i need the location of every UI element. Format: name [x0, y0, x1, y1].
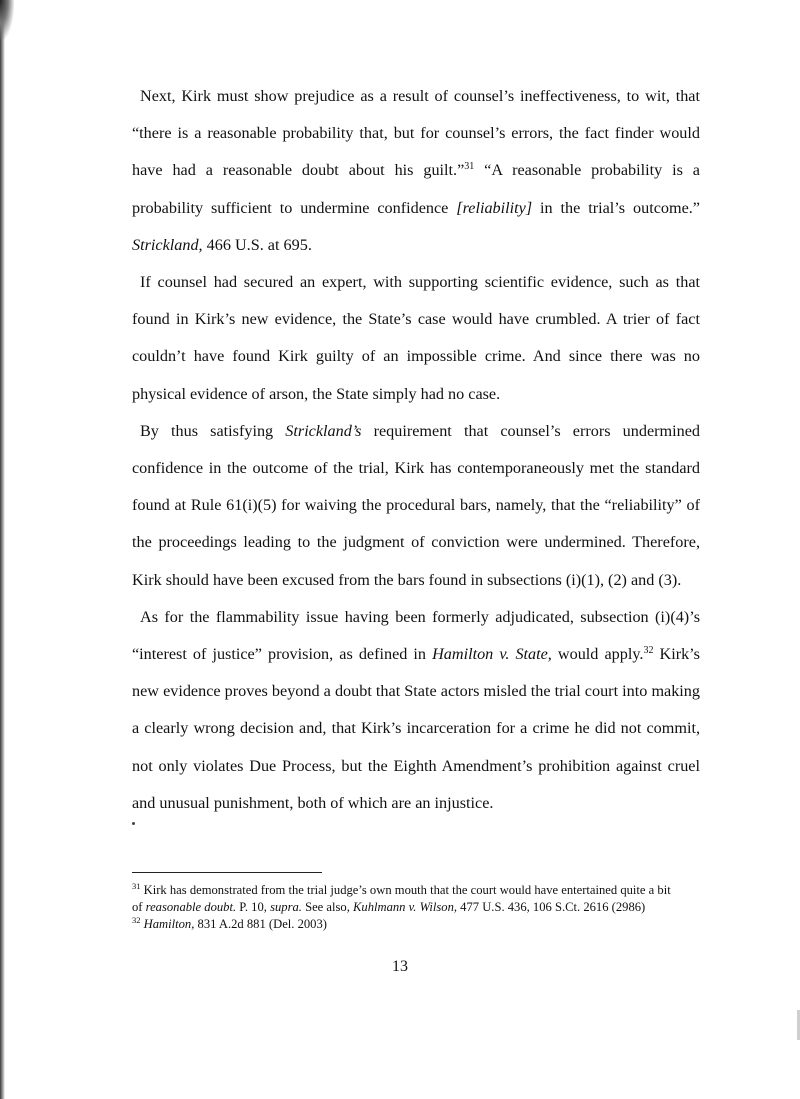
text-run: By thus satisfying [140, 421, 286, 440]
text-run: Kirk has demonstrated from the trial judge’s own mouth that the court would have entertained quite a bit [140, 883, 671, 897]
text-run: P. 10, [236, 900, 271, 914]
text-run: in the trial’s outcome.” [532, 198, 700, 217]
text-run: If counsel had secured an expert, with supporting scientific evidence, such as that found in Kirk’s new evidence, the State’s case would have crumbled. A trier of fact couldn’t have found Kirk guilty of an impossible crime. And since there was no physical evidence of arson, the State simply had no case. [132, 273, 700, 403]
paragraph-strickland [132, 413, 700, 599]
footnote-ref: 31 [132, 881, 141, 891]
footnote-ref: 32 [643, 645, 654, 657]
footnote-31 [132, 882, 706, 916]
footnote-separator [132, 872, 322, 873]
italic-text: Strickland, [132, 235, 203, 254]
italic-text: Hamilton v. State, [432, 645, 552, 664]
text-run: 466 U.S. at 695. [202, 235, 312, 254]
body-text [132, 78, 700, 822]
footnote-31-line-1 [132, 882, 706, 899]
paragraph-flammability [132, 599, 700, 822]
text-run: Next, Kirk must show prejudice as a result of counsel’s ineffectiveness, to wit, that “there is a reasonable probability that, but for counsel’s errors, the fact finder would have had a reasonable doubt about his guilt.” [132, 87, 700, 180]
italic-text: Strickland’s [285, 421, 362, 440]
page-number: 13 [392, 958, 408, 975]
text-run: requirement that counsel’s errors undermined confidence in the outcome of the trial, Kirk has contemporaneously met the standard found at Rule 61(i)(5) for waiving the procedural bars, namely, that the “reliability” of the proceedings leading to the judgment of conviction were undermined. Therefore, Kirk should have been excused from the bars found in subsections (i)(1), (2) and (3). [132, 421, 700, 589]
paragraph-expert [132, 264, 700, 413]
text-run: As for the flammability issue having been formerly adjudicated, subsection (i)(4)’s “interest of justice” provision, as defined in [132, 607, 700, 664]
paragraph-prejudice [132, 78, 700, 264]
scan-edge-shadow [0, 0, 5, 1099]
text-run: Kirk’s new evidence proves beyond a doubt that State actors misled the trial court into making a clearly wrong decision and, that Kirk’s incarceration for a crime he did not commit, not only violates Due Process, but the Eighth Amendment’s prohibition against cruel and unusual punishment, both of which are an injustice. [132, 645, 700, 812]
footnote-ref: 31 [464, 161, 475, 173]
footnote-32 [132, 916, 706, 933]
footnote-ref: 32 [132, 915, 141, 925]
italic-text: Hamilton, [143, 917, 195, 931]
italic-text: supra. [270, 900, 302, 914]
text-run: would apply. [551, 645, 644, 664]
italic-text: Kuhlmann v. Wilson, [353, 900, 458, 914]
text-run: “A reasonable probability is a probability sufficient to undermine confidence [132, 161, 700, 217]
text-run: 831 A.2d 881 (Del. 2003) [194, 917, 327, 931]
footnote-32-line-1 [132, 916, 706, 933]
italic-text: [reliability] [456, 198, 533, 217]
text-run: 477 U.S. 436, 106 S.Ct. 2616 (2986) [457, 900, 646, 914]
stray-dot-mark [132, 822, 135, 825]
text-run: of [132, 900, 146, 914]
footnotes [132, 882, 706, 933]
italic-text: reasonable doubt. [145, 900, 237, 914]
text-run: See also, [301, 900, 353, 914]
footnote-31-line-2 [132, 899, 706, 916]
